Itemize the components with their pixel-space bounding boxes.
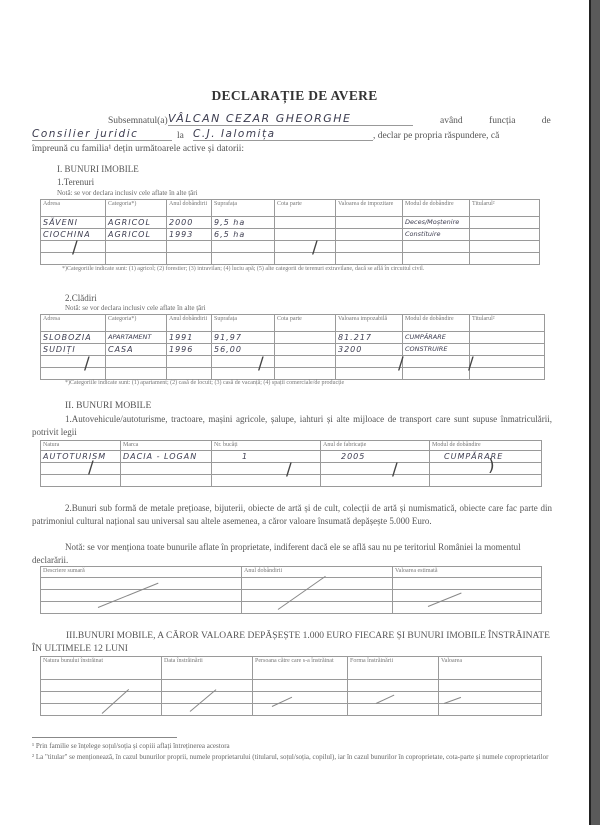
column-header: Modul de dobândire xyxy=(430,441,542,451)
column-header: Adresa xyxy=(41,200,106,217)
strike-mark: / xyxy=(88,458,94,478)
column-header: Valoarea de impozitare xyxy=(336,200,403,217)
cell-categoria: CASA xyxy=(106,344,167,356)
cell-anul: 2000 xyxy=(167,217,212,229)
terenuri-note: Notă: se vor declara inclusiv cele aflate în alte țări xyxy=(57,189,198,197)
function-value: Consilier juridic xyxy=(32,128,172,141)
column-header: Categoria*) xyxy=(106,200,167,217)
cell-titular xyxy=(470,344,545,356)
cell-valoare: 3200 xyxy=(336,344,403,356)
cell-mod-dobandire: CUMPĂRARE xyxy=(430,451,542,463)
table-row xyxy=(41,253,540,265)
cell-cota xyxy=(275,217,336,229)
cell-mod: CONSTRUIRE xyxy=(403,344,470,356)
cell-cota xyxy=(275,332,336,344)
cell-natura: AUTOTURISM xyxy=(41,451,121,463)
table-row xyxy=(41,217,540,229)
table-header-row xyxy=(41,315,545,332)
cell-categoria: APARTAMENT xyxy=(106,332,167,344)
column-header: Persoana către care s-a înstrăinat xyxy=(253,657,348,680)
scan-edge xyxy=(589,0,600,825)
column-header: Marca xyxy=(121,441,212,451)
column-header: Cota parte xyxy=(275,200,336,217)
cell-cota xyxy=(275,229,336,241)
terenuri-heading: 1.Terenuri xyxy=(57,177,95,187)
column-header: Anul dobândirii xyxy=(242,567,393,578)
cell-titular xyxy=(470,229,540,241)
strike-mark: ) xyxy=(488,456,495,476)
strike-mark: / xyxy=(258,354,264,374)
column-header: Nr. bucăți xyxy=(212,441,321,451)
table-row xyxy=(41,704,542,716)
column-header: Natura xyxy=(41,441,121,451)
column-header: Adresa xyxy=(41,315,106,332)
table-header-row xyxy=(41,441,542,451)
footnote-divider xyxy=(32,737,177,738)
cladiri-heading: 2.Clădiri xyxy=(65,293,97,303)
employer-value: C.J. Ialomița xyxy=(193,128,373,141)
table-header-row xyxy=(41,567,542,578)
terenuri-table xyxy=(40,199,540,265)
cladiri-note: Notă: se vor declara inclusiv cele aflate în alte țări xyxy=(65,304,206,312)
cell-valoare xyxy=(336,217,403,229)
cell-categoria: AGRICOL xyxy=(106,217,167,229)
bunuri-pretioase-table xyxy=(40,566,542,614)
cell-mod: Constituire xyxy=(403,229,470,241)
strike-mark: / xyxy=(398,354,404,374)
strike-mark: / xyxy=(286,460,292,480)
table-row xyxy=(41,578,542,590)
column-header: Valoarea xyxy=(439,657,542,680)
bunuri-pretioase-text: 2.Bunuri sub formă de metale prețioase, bijuterii, obiecte de artă și de cult, colecții de artă și numismatică, obiecte care fac parte din patrimoniul cultural național sau universal sau altele asemenea, a căror valoare însumată depășește 5.000 Euro. xyxy=(32,503,552,526)
table-header-row xyxy=(41,657,542,680)
column-header: Valoarea impozabilă xyxy=(336,315,403,332)
cell-mod: CUMPĂRARE xyxy=(403,332,470,344)
column-header: Titularul² xyxy=(470,315,545,332)
section3-heading: III.BUNURI MOBILE, A CĂROR VALOARE DEPĂȘEȘTE 1.000 EURO FIECARE ȘI BUNURI IMOBILE ÎNSTRĂINATE ÎN ULTIMELE 12 LUNI xyxy=(32,631,550,654)
section1-heading: I. BUNURI IMOBILE xyxy=(57,164,139,174)
column-header: Descriere sumară xyxy=(41,567,242,578)
column-header: Anul dobândirii xyxy=(167,315,212,332)
strike-mark: / xyxy=(468,354,474,374)
column-header: Data înstrăinării xyxy=(162,657,253,680)
table-row xyxy=(41,680,542,692)
strike-mark: / xyxy=(392,460,398,480)
table-row xyxy=(41,229,540,241)
cell-nr-bucati: 1 xyxy=(212,451,321,463)
column-header: Titularul² xyxy=(470,200,540,217)
declarant-name: VÂLCAN CEZAR GHEORGHE xyxy=(168,112,413,126)
subsemnatul-label: Subsemnatul(a) xyxy=(108,116,168,126)
cell-valoare xyxy=(336,229,403,241)
document-title: DECLARAȚIE DE AVERE xyxy=(211,88,378,103)
cell-adresa: SUDIȚI xyxy=(41,344,106,356)
cell-mod: Deces/Moștenire xyxy=(403,217,470,229)
avand-functia-label: având funcția de xyxy=(440,116,551,126)
cell-suprafata: 6,5 ha xyxy=(212,229,275,241)
column-header: Categoria*) xyxy=(106,315,167,332)
column-header: Modul de dobândire xyxy=(403,200,470,217)
cell-categoria: AGRICOL xyxy=(106,229,167,241)
footnote-1: ¹ Prin familie se înțelege soțul/soția și copiii aflați întreținerea acestora xyxy=(32,742,230,750)
la-label: la xyxy=(177,131,184,141)
table-header-row xyxy=(41,200,540,217)
column-header: Cota parte xyxy=(275,315,336,332)
cell-anul: 1993 xyxy=(167,229,212,241)
column-header: Forma înstrăinării xyxy=(348,657,439,680)
strike-mark: / xyxy=(312,238,318,258)
intro-line3: împreună cu familia¹ dețin următoarele active și datorii: xyxy=(32,144,245,154)
strike-mark: / xyxy=(72,238,78,258)
cell-adresa: SLOBOZIA xyxy=(41,332,106,344)
cell-anul: 1991 xyxy=(167,332,212,344)
column-header: Valoarea estimată xyxy=(393,567,542,578)
column-header: Anul de fabricație xyxy=(321,441,430,451)
instrainate-table xyxy=(40,656,542,716)
cell-suprafata: 56,00 xyxy=(212,344,275,356)
cell-adresa: SĂVENI xyxy=(41,217,106,229)
column-header: Anul dobândirii xyxy=(167,200,212,217)
column-header: Modul de dobândire xyxy=(403,315,470,332)
cell-adresa: CIOCHINA xyxy=(41,229,106,241)
declar-text: , declar pe propria răspundere, că xyxy=(373,131,500,141)
bunuri-pretioase-note: Notă: se vor menționa toate bunurile aflate în proprietate, indiferent dacă ele se află sau nu pe teritoriul României la momentul declarării. xyxy=(32,542,521,565)
cell-titular xyxy=(470,332,545,344)
cell-valoare: 81.217 xyxy=(336,332,403,344)
column-header: Suprafața xyxy=(212,200,275,217)
cell-suprafata: 91,97 xyxy=(212,332,275,344)
strike-mark: / xyxy=(84,354,90,374)
footnote-2: ² La "titular" se menționează, în cazul bunurilor proprii, numele proprietarului (titularul, soțul/soția, copilul), iar în cazul bunurilor în coproprietate, cota-parte și numele coproprietarilor xyxy=(32,753,549,761)
vehicule-text: 1.Autovehicule/autoturisme, tractoare, mașini agricole, șalupe, iahturi și alte mijloace de transport care sunt supuse înmatriculării, potrivit legii xyxy=(32,414,552,437)
cell-suprafata: 9,5 ha xyxy=(212,217,275,229)
section2-heading: II. BUNURI MOBILE xyxy=(65,401,152,411)
cladiri-footnote: *)Categoriile indicate sunt: (1) apartament; (2) casă de locuit; (3) casă de vacanță; (4) spații comerciale/de producție xyxy=(65,380,345,386)
cell-marca: DACIA - LOGAN xyxy=(121,451,212,463)
table-row xyxy=(41,602,542,614)
column-header: Suprafața xyxy=(212,315,275,332)
column-header: Natura bunului înstrăinat xyxy=(41,657,162,680)
cell-cota xyxy=(275,344,336,356)
table-row xyxy=(41,241,540,253)
cell-anul: 1996 xyxy=(167,344,212,356)
table-row xyxy=(41,332,545,344)
terenuri-footnote: *)Categoriile indicate sunt: (1) agricol; (2) forestier; (3) intravilan; (4) luciu apă; (5) alte categorii de terenuri extravilane, dacă se află în circuitul civil. xyxy=(62,266,425,272)
cell-an-fabricatie: 2005 xyxy=(321,451,430,463)
cell-titular xyxy=(470,217,540,229)
